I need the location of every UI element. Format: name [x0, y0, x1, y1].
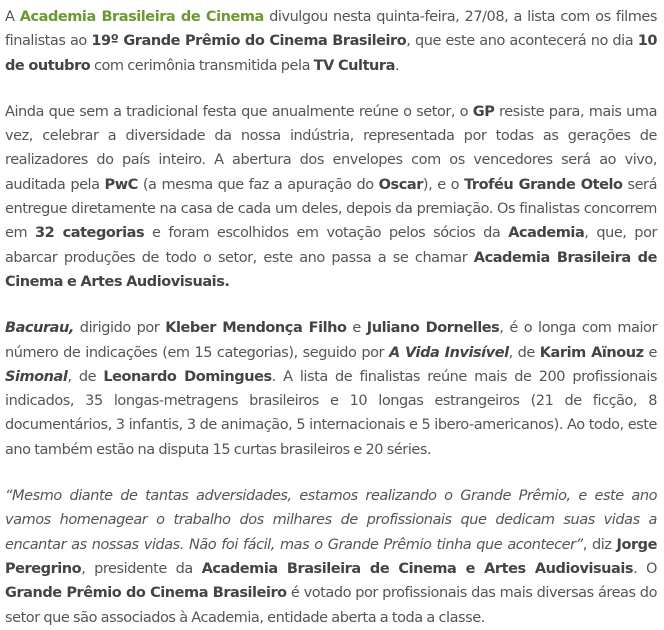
text: com cerimônia transmitida pela	[90, 57, 314, 74]
bold-text: Grande Prêmio do Cinema Brasileiro	[5, 585, 287, 602]
text: divulgou nesta quinta-feira, 27/08, a lista com os filmes finalistas ao	[5, 9, 657, 50]
text: e foram escolhidos em votação pelos sócios da	[144, 225, 509, 242]
bold-text: Academia	[508, 225, 585, 242]
text: . A lista de finalistas reúne mais de 200 profissionais indicados, 35 longas-metragens brasileiros e 10 longas estrangeiros (21 de ficção, 8 documentários, 3 infantis, 3 de animação, 5 internacionais e 5 ibero-americanos). Ao todo, este ano também estão na disputa 15 curtas brasileiros e 20 séries.	[5, 368, 658, 458]
text: é votado por profissionais das mais diversas áreas do setor que são associados à Academia, entidade aberta a toda a classe.	[5, 585, 657, 626]
text: resiste para, mais uma vez, celebrar a diversidade da nossa indústria, representada por todas as gerações de realizadores do país inteiro. A abertura dos envelopes com os vencedores será ao vivo, auditada pela	[5, 103, 658, 193]
director-name: Kleber Mendonça Filho	[165, 320, 347, 337]
text: e	[346, 320, 367, 337]
text: Ainda que sem a tradicional festa que anualmente reúne o setor, o	[5, 103, 473, 120]
ceremony-date: 10 de outubro	[5, 33, 657, 74]
bold-text: GP	[472, 103, 495, 120]
text: , de	[508, 344, 540, 361]
broadcaster: TV Cultura	[313, 57, 395, 74]
film-title: Simonal	[5, 368, 68, 385]
text: dirigido por	[73, 320, 166, 337]
film-title: Bacurau,	[5, 320, 74, 337]
bold-text: Academia Brasileira de Cinema e Artes Audiovisuais.	[5, 249, 657, 290]
film-title: A Vida Invisível	[388, 344, 509, 361]
text: será entregue diretamente na casa de cada um deles, depois da premiação. Os finalistas concorrem em	[5, 176, 658, 242]
text: (a mesma que faz a apuração do	[137, 176, 379, 193]
text: , é o longa com maior número de indicações (em 15 categorias), seguido por	[5, 320, 657, 361]
academia-link[interactable]: Academia Brasileira de Cinema	[19, 9, 264, 25]
text: , que, por abarcar produções de todo o setor, este ano passa a se chamar	[5, 225, 657, 266]
quote-text: “Mesmo diante de tantas adversidades, estamos realizando o Grande Prêmio, e este ano vamos homenagear o trabalho dos milhares de profissionais que dedicam suas vidas a encantar as nossas vidas. Não foi fácil, mas o Grande Prêmio tinha que acontecer”	[5, 488, 657, 553]
director-name: Leonardo Domingues	[103, 368, 272, 385]
paragraph-announcement	[5, 5, 657, 78]
text: . O	[633, 560, 657, 577]
person-name: Jorge Peregrino	[5, 536, 657, 577]
director-name: Juliano Dornelles	[366, 320, 500, 337]
text: A	[5, 9, 20, 25]
bold-text: Troféu Grande Otelo	[464, 176, 623, 193]
director-name: Karim Aïnouz	[539, 344, 644, 361]
text: , presidente da	[81, 560, 202, 577]
bold-text: 32 categorias	[35, 225, 145, 242]
award-name: 19º Grande Prêmio do Cinema Brasileiro	[91, 33, 407, 50]
paragraph-ceremony	[5, 100, 657, 294]
text: , diz	[582, 536, 617, 553]
text: , que este ano acontecerá no dia	[406, 33, 638, 50]
text: .	[394, 57, 400, 74]
bold-text: Oscar	[378, 176, 423, 193]
text: e	[643, 344, 657, 361]
bold-text: Academia Brasileira de Cinema e Artes Audiovisuais	[201, 560, 634, 577]
paragraph-quote	[5, 484, 657, 630]
text: ), e o	[422, 176, 465, 193]
text: , de	[67, 368, 104, 385]
bold-text: PwC	[104, 176, 138, 193]
paragraph-nominees	[5, 316, 657, 462]
